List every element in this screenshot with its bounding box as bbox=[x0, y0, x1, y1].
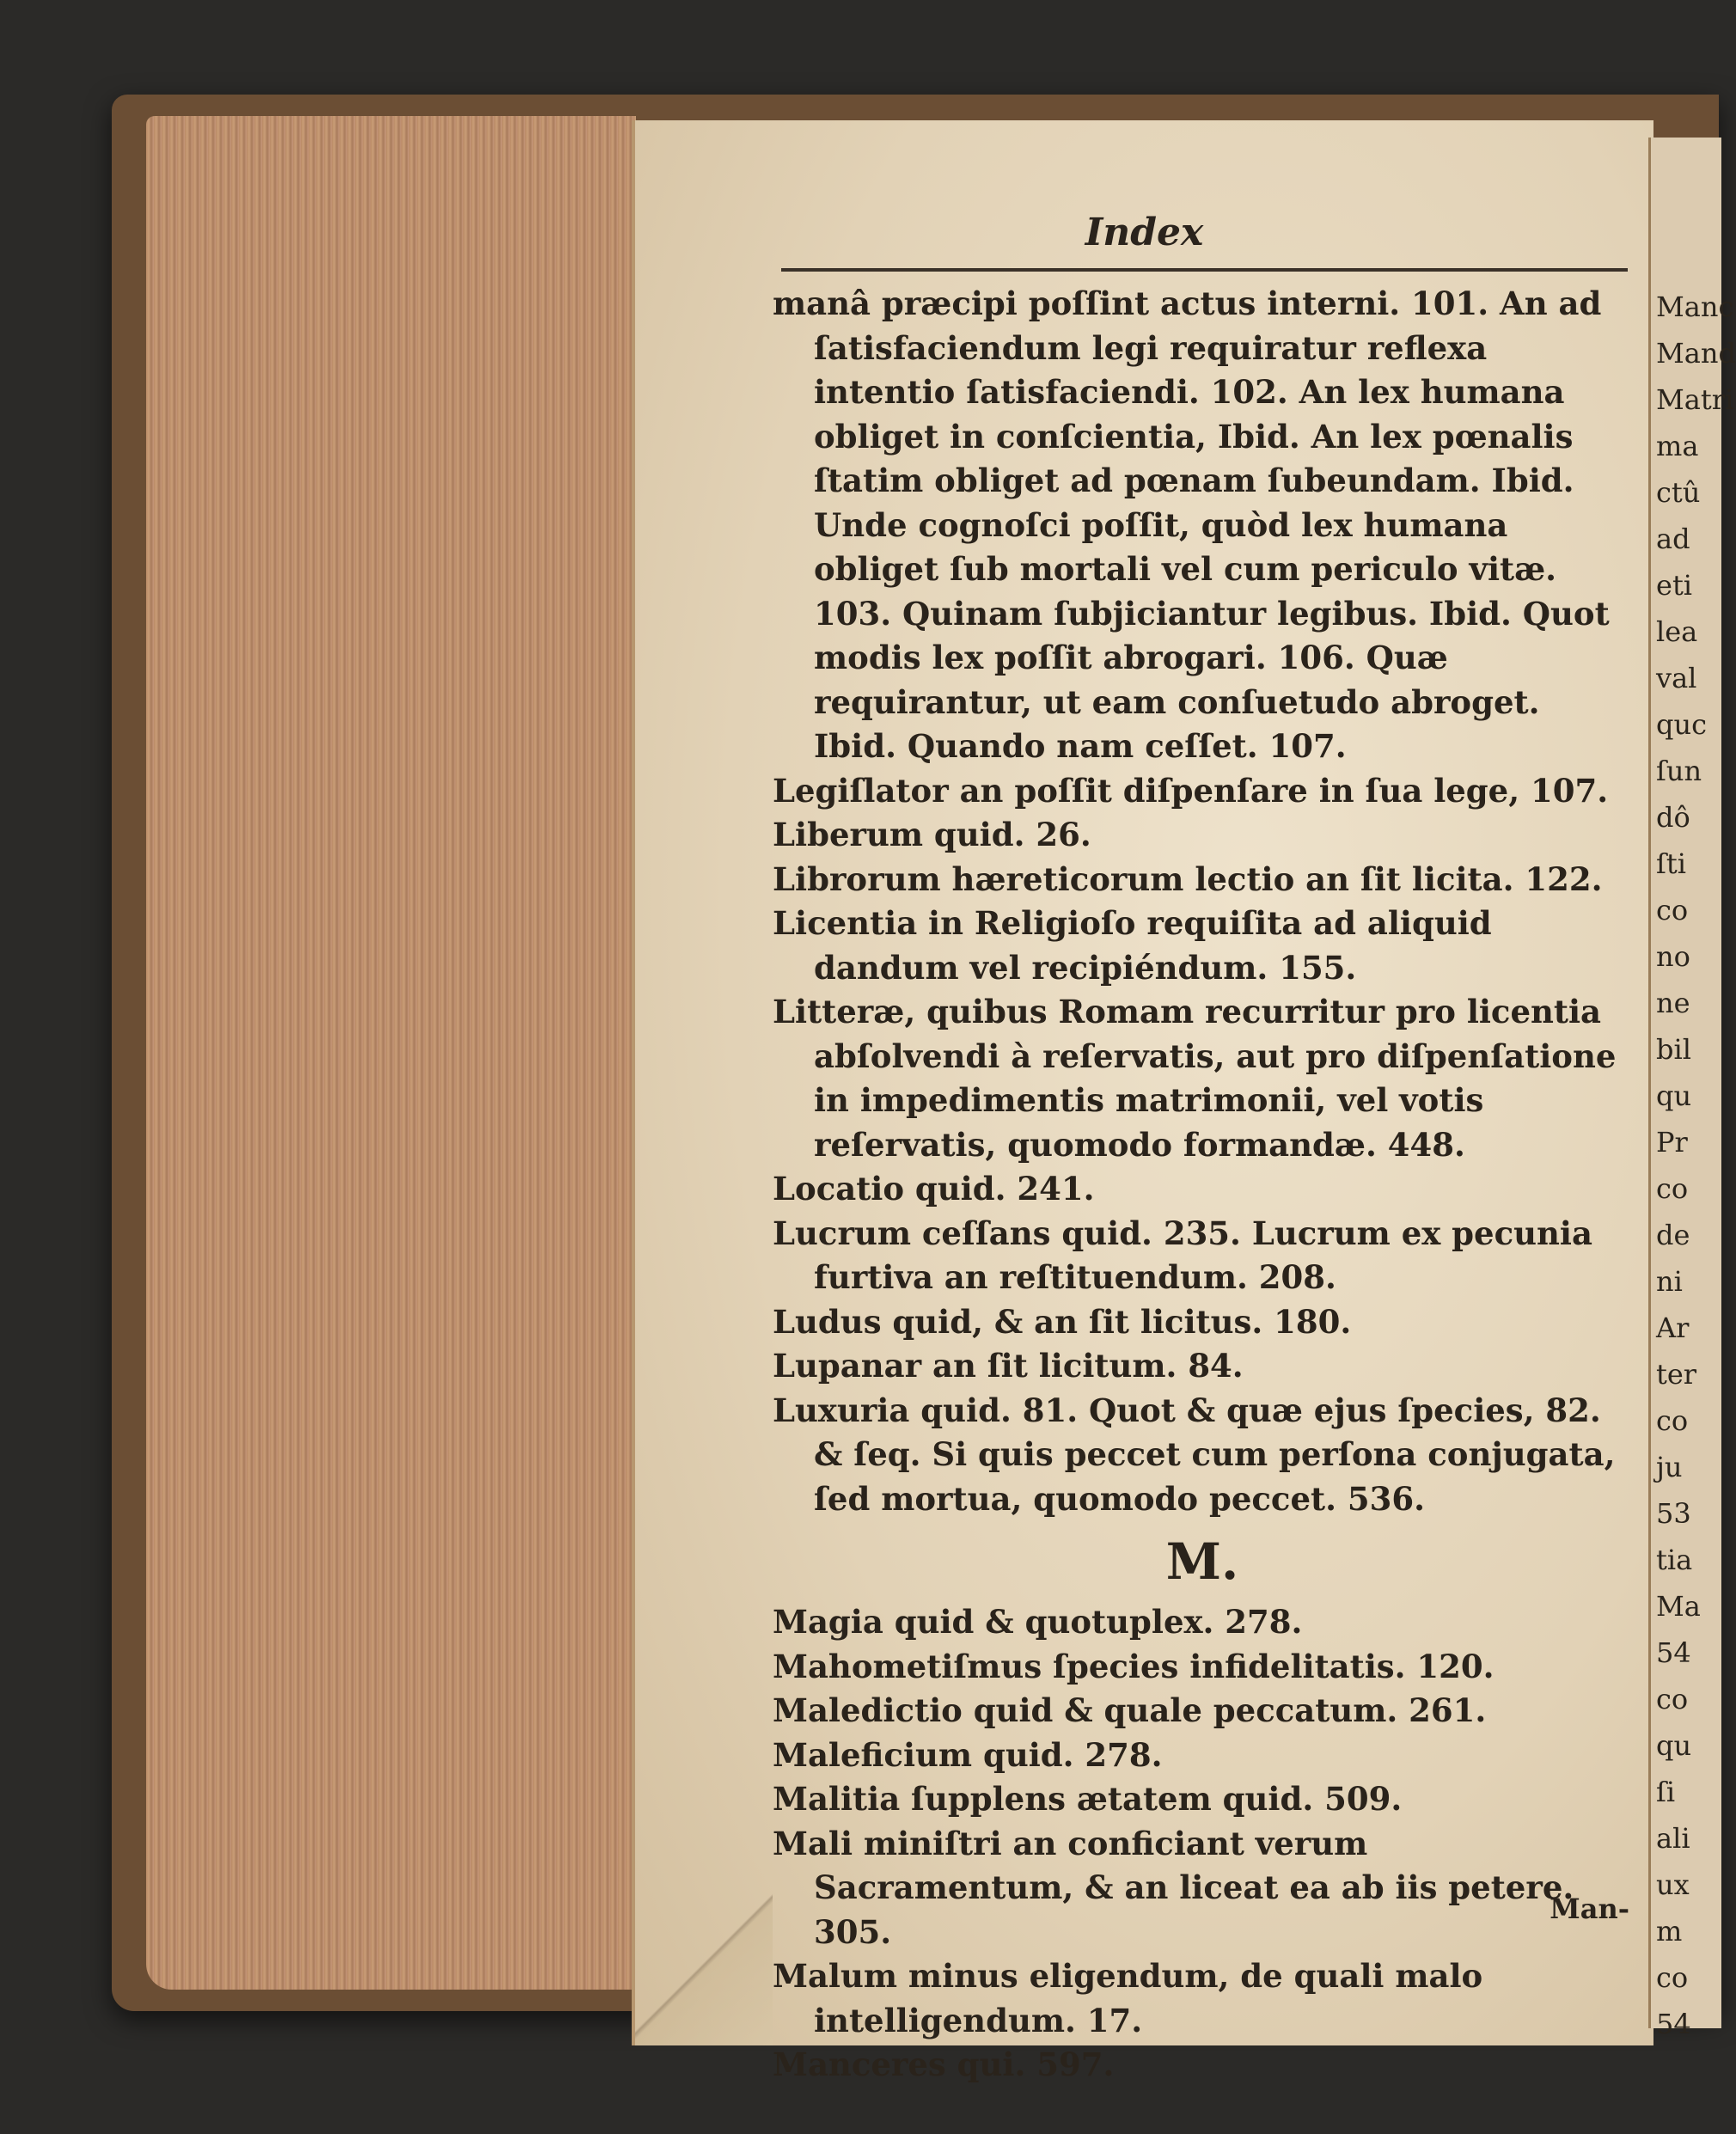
index-entry: Litteræ, quibus Romam recurritur pro licentia abſolvendi à reſervatis, aut pro diſpenſatione in impedimentis matrimonii, vel votis reſervatis, quomodo formandæ. 448. bbox=[773, 993, 1617, 1164]
next-page-fragment: no bbox=[1656, 940, 1690, 973]
next-page-fragment: bil bbox=[1656, 1033, 1691, 1066]
next-page-fragment: ne bbox=[1656, 987, 1690, 1019]
header-rule bbox=[781, 268, 1628, 272]
next-page-fragment: Matri bbox=[1656, 383, 1734, 416]
index-entry: Liberum quid. 26. bbox=[773, 816, 1091, 853]
catchword: Man- bbox=[1550, 1892, 1629, 1925]
index-page bbox=[632, 120, 1653, 2083]
page-header: Index bbox=[1085, 211, 1204, 254]
index-entry: Magia quid & quotuplex. 278. bbox=[773, 1603, 1303, 1641]
next-page-fragment: Pr bbox=[1656, 1126, 1688, 1159]
index-entry: Malitia ſupplens ætatem quid. 509. bbox=[773, 1780, 1403, 1818]
entries-m-list bbox=[773, 1600, 1632, 2088]
next-page-edge bbox=[1648, 138, 1736, 2040]
next-page-fragment: co bbox=[1656, 1172, 1689, 1205]
next-page-fragment: qu bbox=[1656, 1079, 1692, 1112]
index-entry: Ludus quid, & an ſit licitus. 180. bbox=[773, 1302, 1352, 1341]
index-entry: Luxuria quid. 81. Quot & quæ ejus ſpecies, 82. & ſeq. Si quis peccet cum perſona conjugata, ſed mortua, quomodo peccet. 536. bbox=[773, 1391, 1616, 1518]
next-page-fragment: ux bbox=[1656, 1868, 1690, 1901]
next-page-fragment: co bbox=[1656, 1404, 1689, 1437]
index-entry: Lucrum ceſſans quid. 235. Lucrum ex pecunia furtiva an reſtituendum. 208. bbox=[773, 1214, 1592, 1296]
index-entry: Licentia in Religioſo requiſita ad aliquid dandum vel recipiéndum. 155. bbox=[773, 904, 1492, 987]
index-entry: Mahometiſmus ſpecies infidelitatis. 120. bbox=[773, 1647, 1495, 1685]
next-page-fragment: co bbox=[1656, 894, 1689, 926]
next-page-fragment: 54 bbox=[1656, 1636, 1691, 1669]
next-page-fragment: ſi bbox=[1656, 1776, 1676, 1808]
index-entry: manâ præcipi poſſint actus interni. 101. An ad ſatisfaciendum legi requiratur reflexa intentio ſatisfaciendi. 102. An lex humana obliget in conſcientia, Ibid. An lex pœnalis ſtatim obliget ad pœnam ſubeundam. Ibid. Unde cognoſci poſſit, quòd lex humana obliget ſub mortali vel cum periculo vitæ. 103. Quinam ſubjiciantur legibus. Ibid. Quot modis lex poſſit abrogari. 106. Quæ requirantur, ut eam conſuetudo abroget. Ibid. Quando nam ceſſet. 107. bbox=[773, 284, 1610, 765]
next-page-fragment: ali bbox=[1656, 1822, 1690, 1855]
section-letter: M. bbox=[1165, 1532, 1239, 1591]
next-page-fragment: ma bbox=[1656, 430, 1699, 462]
next-page-fragment: m bbox=[1656, 1915, 1683, 1948]
index-entry: Manceres qui. 597. bbox=[773, 2045, 1115, 2083]
index-entry: Malum minus eligendum, de quali malo intelligendum. 17. bbox=[773, 1957, 1483, 2039]
next-page-fragment: ter bbox=[1656, 1358, 1697, 1391]
next-page-fragment: ſti bbox=[1656, 847, 1686, 880]
next-page-fragment: de bbox=[1656, 1219, 1690, 1251]
index-entry: Lupanar an ſit licitum. 84. bbox=[773, 1347, 1244, 1385]
next-page-fragment: ctû bbox=[1656, 476, 1701, 509]
index-entry: Maleficium quid. 278. bbox=[773, 1735, 1163, 1774]
next-page-fragment: Manc bbox=[1656, 290, 1734, 323]
next-page-fragment: co bbox=[1656, 1683, 1689, 1715]
next-page-fragment: 54 bbox=[1656, 2008, 1691, 2040]
index-entry: Locatio quid. 241. bbox=[773, 1170, 1095, 1208]
next-page-fragment: eti bbox=[1656, 569, 1693, 602]
next-page-fragment: lea bbox=[1656, 615, 1698, 648]
next-page-fragment: qu bbox=[1656, 1729, 1692, 1762]
index-entry: Mali miniſtri an conficiant verum Sacramentum, & an liceat ea ab iis petere. 305. bbox=[773, 1824, 1574, 1951]
next-page-fragment: ſun bbox=[1656, 755, 1702, 787]
next-page-fragment: co bbox=[1656, 1961, 1689, 1994]
next-page-fragment: ni bbox=[1656, 1265, 1683, 1298]
index-entry: Librorum hæreticorum lectio an ſit licita. 122. bbox=[773, 859, 1603, 898]
index-entry: Maledictio quid & quale peccatum. 261. bbox=[773, 1691, 1487, 1729]
next-page-fragment: quc bbox=[1656, 708, 1708, 741]
next-page-text bbox=[1651, 284, 1736, 2047]
next-page-fragment: dô bbox=[1656, 801, 1690, 834]
next-page-fragment: tia bbox=[1656, 1544, 1693, 1576]
index-entry: Legiſlator an poſſit diſpenſare in ſua lege, 107. bbox=[773, 771, 1609, 810]
next-page-fragment: Ma bbox=[1656, 1590, 1701, 1623]
next-page-fragment: ad bbox=[1656, 523, 1690, 555]
next-page-fragment: Mand bbox=[1656, 337, 1736, 370]
next-page-fragment: Ar bbox=[1656, 1312, 1690, 1344]
entries-l-list bbox=[773, 282, 1632, 1521]
page-edges bbox=[146, 116, 636, 1990]
index-entries bbox=[773, 282, 1632, 2088]
next-page-fragment: ju bbox=[1656, 1451, 1683, 1483]
next-page-fragment: val bbox=[1656, 662, 1697, 694]
next-page-fragment: 53 bbox=[1656, 1497, 1691, 1530]
